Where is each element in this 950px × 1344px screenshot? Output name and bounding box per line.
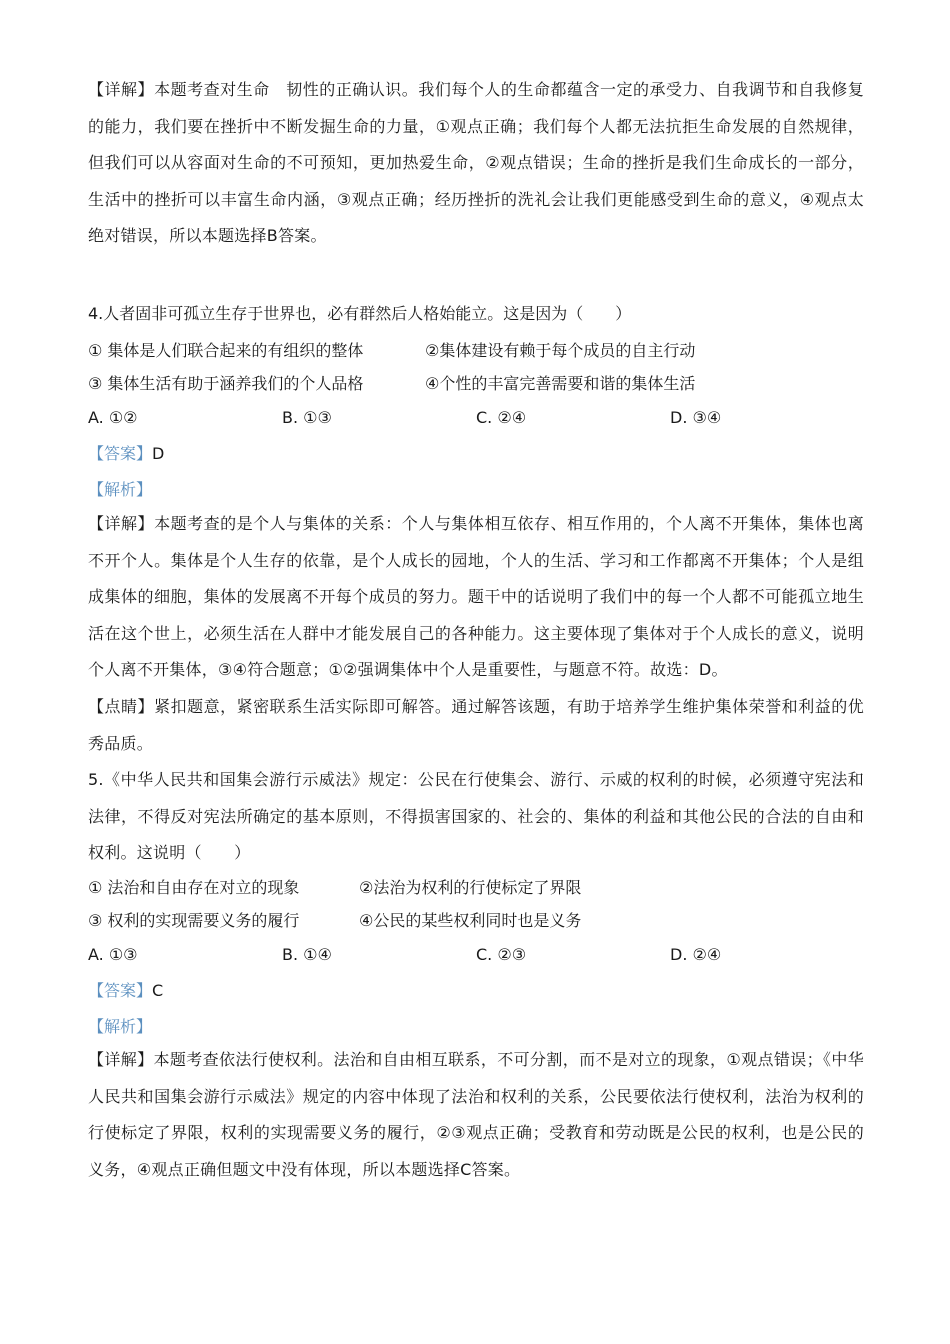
q5-answer-value: C [152,981,164,1000]
q5-stem: 5.《中华人民共和国集会游行示威法》规定：公民在行使集会、游行、示威的权利的时候，必须遵守宪法和法律，不得反对宪法所确定的基本原则，不得损害国家的、社会的、集体的利益和其他公民的合法的自由和权利。这说明（ ） [88,770,864,863]
q4-option-a: A. ①② [88,408,138,427]
q5-option-d: D. ②④ [670,945,722,964]
q4-analysis-label: 【解析】 [88,480,153,499]
q4-option-c: C. ②④ [476,408,527,427]
q5-statement-1: ① 法治和自由存在对立的现象 [88,878,300,897]
q4-option-d: D. ③④ [670,408,722,427]
q4-answer-label: 【答案】 [88,444,153,463]
q5-statement-3: ③ 权利的实现需要义务的履行 [88,911,300,930]
q4-answer-value: D [152,444,165,463]
q5-detail: 【详解】本题考查依法行使权利。法治和自由相互联系，不可分割，而不是对立的现象，①观点错误；《中华人民共和国集会游行示威法》规定的内容中体现了法治和权利的关系，公民要依法行使权利，法治为权利的行使标定了界限，权利的实现需要义务的履行，②③观点正确；受教育和劳动既是公民的权利，也是公民的义务，④观点正确但题文中没有体现，所以本题选择C答案。 [88,1050,864,1179]
q4-statement-2: ②集体建设有赖于每个成员的自主行动 [425,341,696,360]
q4-option-b: B. ①③ [282,408,332,427]
q4-statement-1: ① 集体是人们联合起来的有组织的整体 [88,341,364,360]
q5-option-b: B. ①④ [282,945,332,964]
q4-detail: 【详解】本题考查的是个人与集体的关系：个人与集体相互依存、相互作用的，个人离不开集体，集体也离不开个人。集体是个人生存的依靠，是个人成长的园地，个人的生活、学习和工作都离不开集体；个人是组成集体的细胞，集体的发展离不开每个成员的努力。题干中的话说明了我们中的每一个人都不可能孤立地生活在这个世上，必须生活在人群中才能发展自己的各种能力。这主要体现了集体对于个人成长的意义，说明个人离不开集体，③④符合题意；①②强调集体中个人是重要性，与题意不符。故选：D。 [88,514,864,680]
q5-answer [88,979,163,1003]
q4-comment: 【点睛】紧扣题意，紧密联系生活实际即可解答。通过解答该题，有助于培养学生维护集体荣誉和利益的优秀品质。 [88,697,864,753]
q5-statement-4: ④公民的某些权利同时也是义务 [359,911,582,930]
q5-option-a: A. ①③ [88,945,138,964]
q5-answer-label: 【答案】 [88,981,153,1000]
q5-analysis-label: 【解析】 [88,1017,153,1036]
q4-answer [88,442,164,466]
q5-statement-2: ②法治为权利的行使标定了界限 [359,878,582,897]
q4-statement-4: ④个性的丰富完善需要和谐的集体生活 [425,374,696,393]
q3-detail: 【详解】本题考查对生命 韧性的正确认识。我们每个人的生命都蕴含一定的承受力、自我调节和自我修复的能力，我们要在挫折中不断发掘生命的力量，①观点正确；我们每个人都无法抗拒生命发展的自然规律，但我们可以从容面对生命的不可预知，更加热爱生命，②观点错误；生命的挫折是我们生命成长的一部分，生活中的挫折可以丰富生命内涵，③观点正确；经历挫折的洗礼会让我们更能感受到生命的意义，④观点太绝对错误，所以本题选择B答案。 [88,80,864,246]
q4-statement-3: ③ 集体生活有助于涵养我们的个人品格 [88,374,364,393]
q4-stem: 4.人者固非可孤立生存于世界也，必有群然后人格始能立。这是因为（ ） [88,304,632,323]
q5-option-c: C. ②③ [476,945,527,964]
